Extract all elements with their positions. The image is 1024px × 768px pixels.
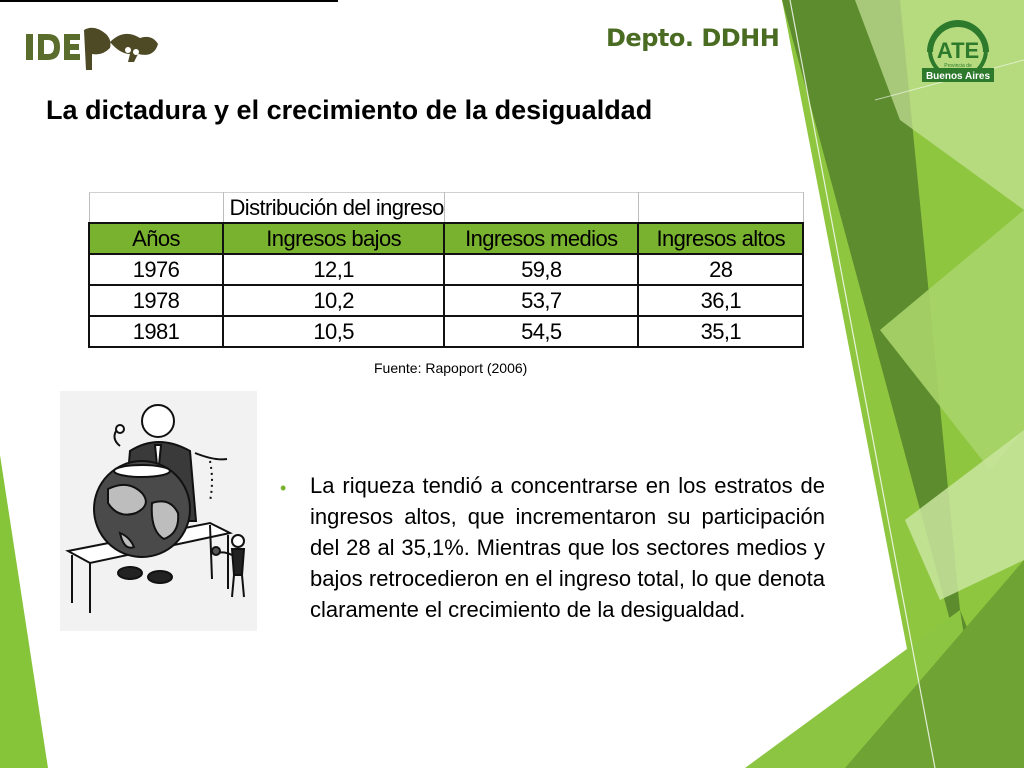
table-cell: 59,8 xyxy=(444,254,638,285)
table-row xyxy=(89,285,803,316)
table-cell: 28 xyxy=(638,254,803,285)
idep-logo xyxy=(24,22,160,72)
department-label: Depto. DDHH xyxy=(606,24,780,52)
table-cell: 53,7 xyxy=(444,285,638,316)
table-source: Fuente: Rapoport (2006) xyxy=(374,360,528,376)
top-rule xyxy=(0,0,338,2)
table-cell: 54,5 xyxy=(444,316,638,347)
bullet-text: La riqueza tendió a concentrarse en los estratos de ingresos altos, que incrementaron su participación del 28 al 35,1%. Mientras que los sectores medios y bajos retrocedieron en el ingreso total, lo que denota claramente el crecimiento de la desigualdad. xyxy=(310,473,825,622)
group-header: Distribución del ingreso xyxy=(223,193,444,224)
page-title: La dictadura y el crecimiento de la desigualdad xyxy=(46,95,653,125)
table-cell: 1981 xyxy=(89,316,223,347)
table-cell: 12,1 xyxy=(223,254,444,285)
table-cell: 35,1 xyxy=(638,316,803,347)
income-distribution-table xyxy=(88,192,804,348)
table-row xyxy=(89,254,803,285)
cartoon-illustration xyxy=(60,391,257,631)
table-cell: 36,1 xyxy=(638,285,803,316)
table-cell: 1976 xyxy=(89,254,223,285)
column-header: Ingresos medios xyxy=(444,223,638,254)
ate-logo xyxy=(918,18,998,86)
table-row xyxy=(89,316,803,347)
column-header: Ingresos altos xyxy=(638,223,803,254)
ate-logo-sub: Buenos Aires xyxy=(925,71,991,82)
column-header: Ingresos bajos xyxy=(223,223,444,254)
ate-logo-text: ATE xyxy=(936,38,980,63)
table-group-header-row xyxy=(89,193,803,224)
table-cell: 10,2 xyxy=(223,285,444,316)
column-header: Años xyxy=(89,223,223,254)
table-header-row xyxy=(89,223,803,254)
ate-logo-small: Provincia de xyxy=(944,63,972,69)
table-cell: 10,5 xyxy=(223,316,444,347)
table-cell: 1978 xyxy=(89,285,223,316)
bullet-marker: • xyxy=(280,478,287,498)
